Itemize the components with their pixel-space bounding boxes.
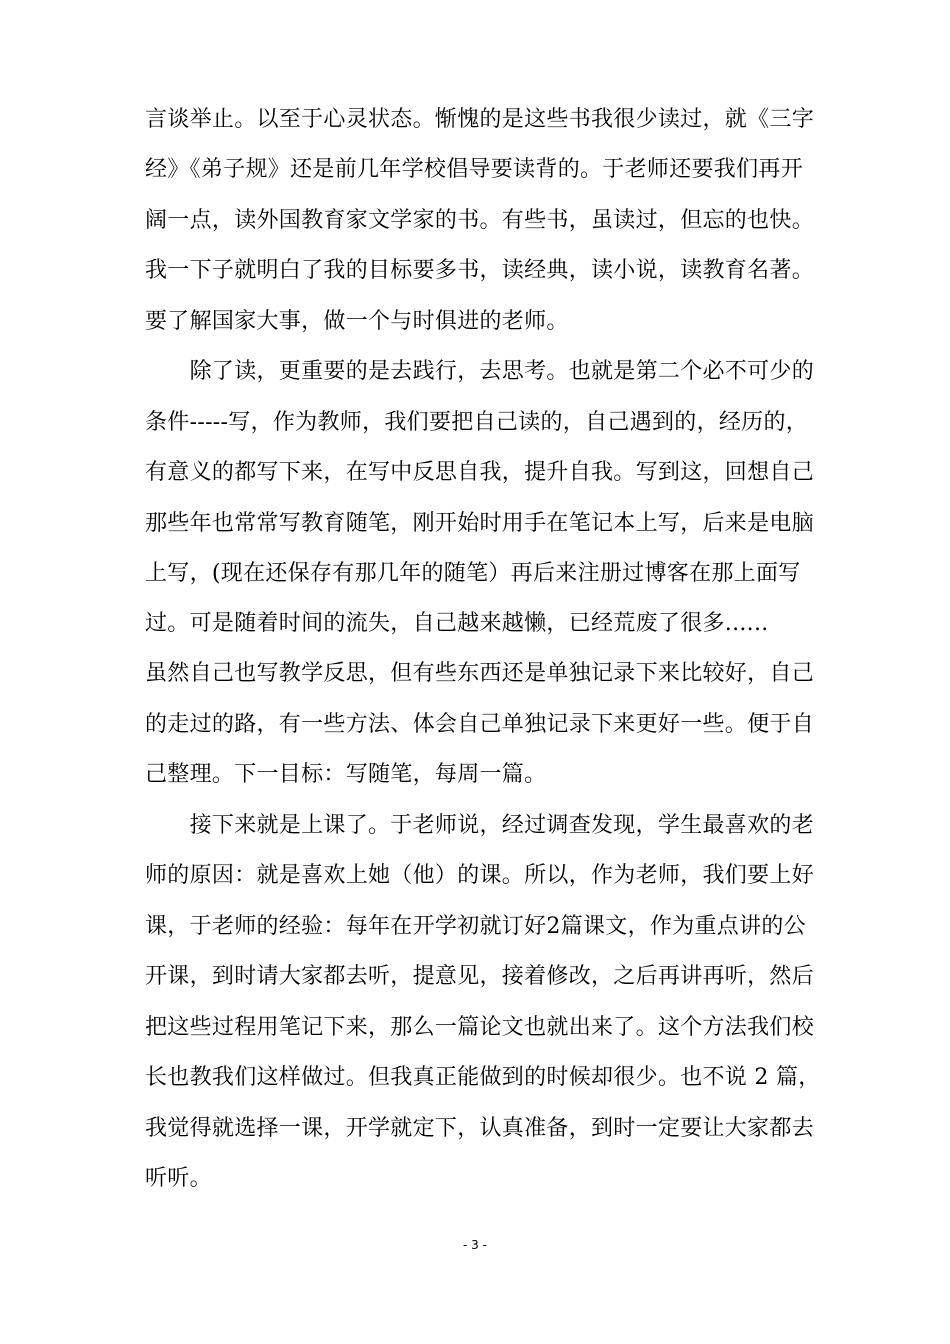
body-line: 我觉得就选择一课，开学就定下，认真准备，到时一定要让大家都去	[145, 1116, 815, 1141]
body-line: 己整理。下一目标：写随笔，每周一篇。	[145, 762, 547, 787]
body-line: 接下来就是上课了。于老师说，经过调查发现，学生最喜欢的老	[145, 813, 815, 838]
body-line: 除了读，更重要的是去践行，去思考。也就是第二个必不可少的	[145, 359, 815, 384]
body-line: 过。可是随着时间的流失，自己越来越懒，已经荒废了很多......	[145, 611, 769, 636]
body-line: 的走过的路，有一些方法、体会自己单独记录下来更好一些。便于自	[145, 712, 815, 737]
page-number: - 3 -	[463, 1238, 487, 1252]
body-line: 要了解国家大事，做一个与时俱进的老师。	[145, 309, 569, 334]
body-line: 听听。	[145, 1166, 212, 1191]
body-line: 开课，到时请大家都去听，提意见，接着修改，之后再讲再听，然后	[145, 964, 815, 989]
body-line: 把这些过程用笔记下来，那么一篇论文也就出来了。这个方法我们校	[145, 1015, 815, 1040]
body-line: 上写，(现在还保存有那几年的随笔）再后来注册过博客在那上面写	[145, 561, 801, 586]
body-line: 条件-----写，作为教师，我们要把自己读的，自己遇到的，经历的，	[145, 410, 809, 435]
body-line: 言谈举止。以至于心灵状态。惭愧的是这些书我很少读过，就《三字	[145, 107, 815, 132]
body-line: 师的原因：就是喜欢上她（他）的课。所以，作为老师，我们要上好	[145, 863, 815, 888]
body-line: 虽然自己也写教学反思，但有些东西还是单独记录下来比较好，自己	[145, 661, 815, 686]
body-line: 我一下子就明白了我的目标要多书，读经典，读小说，读教育名著。	[145, 258, 815, 283]
body-line: 经》《弟子规》还是前几年学校倡导要读背的。于老师还要我们再开	[145, 157, 804, 182]
body-line: 课，于老师的经验：每年在开学初就订好2篇课文，作为重点讲的公	[145, 914, 806, 939]
body-line: 有意义的都写下来，在写中反思自我，提升自我。写到这，回想自己	[145, 460, 815, 485]
body-line: 长也教我们这样做过。但我真正能做到的时候却很少。也不说 2 篇，	[145, 1065, 821, 1090]
body-line: 阔一点，读外国教育家文学家的书。有些书，虽读过，但忘的也快。	[145, 208, 815, 233]
body-line: 那些年也常常写教育随笔，刚开始时用手在笔记本上写，后来是电脑	[145, 511, 815, 536]
